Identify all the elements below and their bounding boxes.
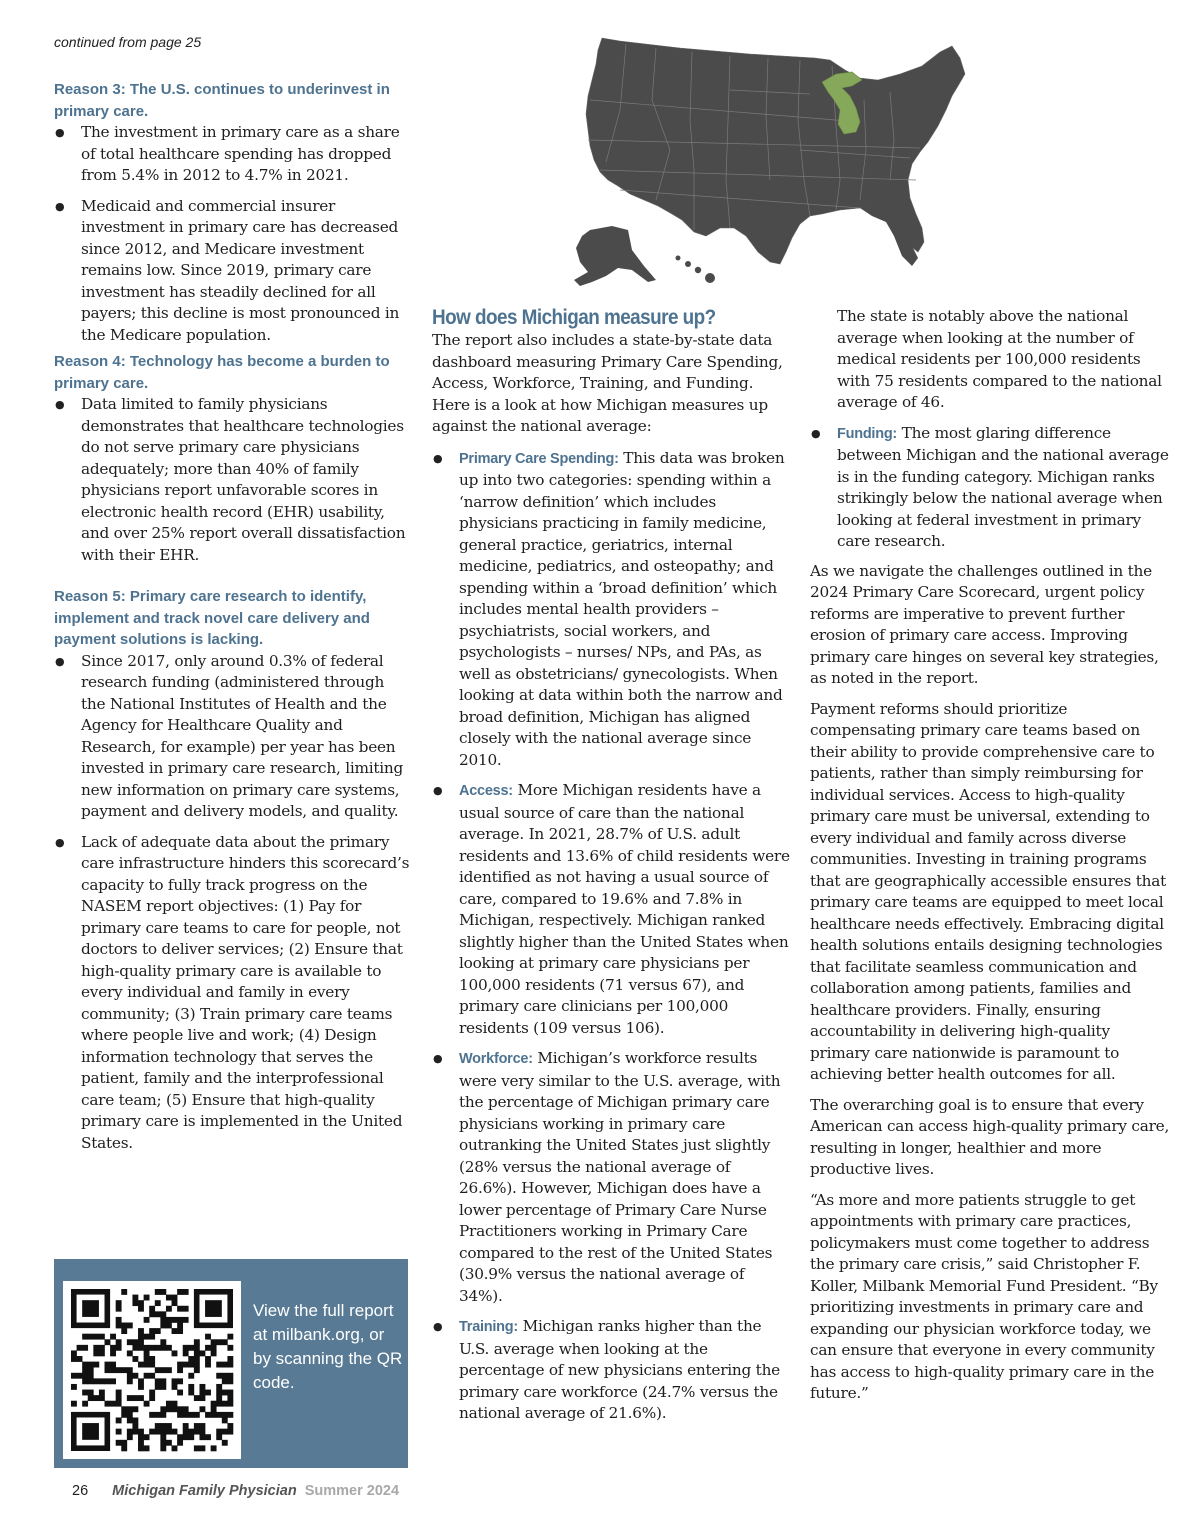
- measures-list: [432, 448, 792, 1425]
- paragraph: Payment reforms should prioritize compensating primary care teams based on their ability to provide comprehensive care to patients, rather than simply reimbursing for individual services. Access to high-quality primary care must be universal, extending to every individual and family across diverse communities. Investing in training programs that are geographically accessible ensures that primary care teams are equipped to meet local healthcare needs effectively. Embracing digital health solutions entails designing technologies that facilitate seamless communication and collaboration among patients, families and healthcare providers. Finally, ensuring accountability in delivering high-quality primary care nationwide is paramount to achieving better health outcomes for all.: [810, 699, 1166, 1083]
- paragraph: As we navigate the challenges outlined in the 2024 Primary Care Scorecard, urgent policy reforms are imperative to prevent further erosion of primary care access. Improving primary care hinges on several key strategies, as noted in the report.: [810, 561, 1159, 687]
- list-item: ● Data limited to family physicians demonstrates that healthcare technologies do not serve primary care physicians adequately; more than 40% of family physicians report unfavorable scores in electronic health record (EHR) usability, and over 25% report overall dissatisfaction with their EHR.: [54, 394, 412, 566]
- section-title: How does Michigan measure up?: [432, 306, 716, 329]
- quote-paragraph: “As more and more patients struggle to get appointments with primary care practices, policymakers must come together to address the primary care crisis,” said Christopher F. Koller, Milbank Memorial Fund President. “By prioritizing investments in primary care and expanding our physician workforce today, we can ensure that everyone in every community has access to high-quality primary care in the future.”: [810, 1190, 1158, 1402]
- list-item: ● Lack of adequate data about the primary care infrastructure hinders this scorecard’s capacity to fully track progress on the NASEM report objectives: (1) Pay for primary care teams to care for people, not doctors to deliver services; (2) Ensure that high-quality primary care is available to every individual and family in every community; (3) Train primary care teams where people live and work; (4) Design information technology that serves the patient, family and the interprofessional care team; (5) Ensure that high-quality primary care is implemented in the United States.: [54, 832, 412, 1155]
- item-label: Funding:: [837, 425, 898, 442]
- item-label: Access:: [459, 783, 513, 799]
- list-item: [432, 1316, 792, 1425]
- us-map: [560, 30, 990, 296]
- left-column: [54, 79, 412, 1163]
- list-item: ● The investment in primary care as a share of total healthcare spending has dropped from 5.4% in 2012 to 4.7% in 2021.: [54, 122, 412, 187]
- reason5-heading: Reason 5: Primary care research to identify, implement and track novel care delivery and payment solutions is lacking.: [54, 588, 370, 648]
- map-contiguous-us: [586, 38, 965, 264]
- item-label: Primary Care Spending:: [459, 450, 619, 467]
- issue-date: Summer 2024: [304, 1483, 400, 1499]
- funding-list: [810, 423, 1170, 553]
- item-label: Workforce:: [459, 1051, 533, 1067]
- qr-caption: View the full report at milbank.org, or by scanning the QR code.: [253, 1301, 403, 1392]
- reason3-heading: Reason 3: The U.S. continues to underinvest in primary care.: [54, 81, 390, 120]
- map-hawaii: [676, 256, 716, 284]
- list-item: [810, 423, 1170, 553]
- page-footer: [72, 1483, 399, 1499]
- map-alaska: [574, 226, 656, 286]
- item-text: More Michigan residents have a usual source of care than the national average. In 2021, 28.7% of U.S. adult residents and 13.6% of child residents were identified as not having a usual source of care, compared to 19.6% and 7.8% in Michigan, respectively. Michigan ranked slightly higher than the United States when looking at primary care physicians per 100,000 residents (71 versus 67), and primary care clinicians per 100,000 residents (109 versus 106).: [459, 781, 790, 1037]
- item-text: Michigan ranks higher than the U.S. average when looking at the percentage of new physicians entering the primary care workforce (24.7% versus the national average of 21.6%).: [459, 1317, 780, 1422]
- qr-code[interactable]: [63, 1281, 241, 1459]
- paragraph: The overarching goal is to ensure that every American can access high-quality primary care, resulting in longer, healthier and more productive lives.: [810, 1095, 1170, 1178]
- item-text: Michigan’s workforce results were very similar to the U.S. average, with the percentage of Michigan primary care physicians working in primary care outranking the United States just slightly (28% versus the national average of 26.6%). However, Michigan does have a lower percentage of Primary Care Nurse Practitioners working in Primary Care compared to the rest of the United States (30.9% versus the national average of 34%).: [459, 1049, 781, 1305]
- list-item: [432, 1048, 792, 1307]
- item-text: This data was broken up into two categories: spending within a ‘narrow definition’ which includes physicians practicing in family medicine, general practice, geriatrics, internal medicine, pediatrics, and osteopathy; and spending within a ‘broad definition’ which includes mental health providers – psychiatrists, social workers, and psychologists – nurses/ NPs, and PAs, as well as obstetricians/ gynecologists. When looking at data within both the narrow and broad definition, Michigan has aligned closely with the national average since 2010.: [459, 448, 785, 769]
- magazine-name: Michigan Family Physician: [112, 1483, 297, 1499]
- reason4-list: [54, 394, 412, 566]
- qr-code-graphic: [63, 1281, 241, 1459]
- reason4-heading: Reason 4: Technology has become a burden to primary care.: [54, 353, 390, 392]
- item-label: Training:: [459, 1319, 518, 1335]
- list-item: [432, 780, 792, 1039]
- qr-panel: [54, 1259, 408, 1468]
- middle-column: [432, 306, 792, 1434]
- list-item: ● Medicaid and commercial insurer investment in primary care has decreased since 2012, and Medicare investment remains low. Since 2019, primary care investment has steadily declined for all payers; this decline is most pronounced in the Medicare population.: [54, 196, 412, 347]
- list-item: ● Since 2017, only around 0.3% of federal research funding (administered through the National Institutes of Health and the Agency for Healthcare Quality and Research, for example) per year has been invested in primary care research, limiting new information on primary care systems, payment and delivery models, and quality.: [54, 651, 412, 823]
- item-text: The most glaring difference between Michigan and the national average is in the funding category. Michigan ranks strikingly below the national average when looking at federal investment in primary care research.: [837, 423, 1169, 550]
- training-continued: The state is notably above the national average when looking at the number of medical residents per 100,000 residents with 75 residents compared to the national average of 46.: [837, 307, 1162, 411]
- reason5-list: [54, 651, 412, 1155]
- intro-paragraph: The report also includes a state-by-state data dashboard measuring Primary Care Spending, Access, Workforce, Training, and Funding. Here is a look at how Michigan measures up against the national average:: [432, 331, 783, 435]
- us-map-graphic: [560, 30, 990, 296]
- page-number: 26: [72, 1483, 89, 1499]
- list-item: [432, 448, 792, 772]
- reason3-list: [54, 122, 412, 346]
- right-column: [810, 306, 1170, 1405]
- continued-note: continued from page 25: [54, 34, 202, 50]
